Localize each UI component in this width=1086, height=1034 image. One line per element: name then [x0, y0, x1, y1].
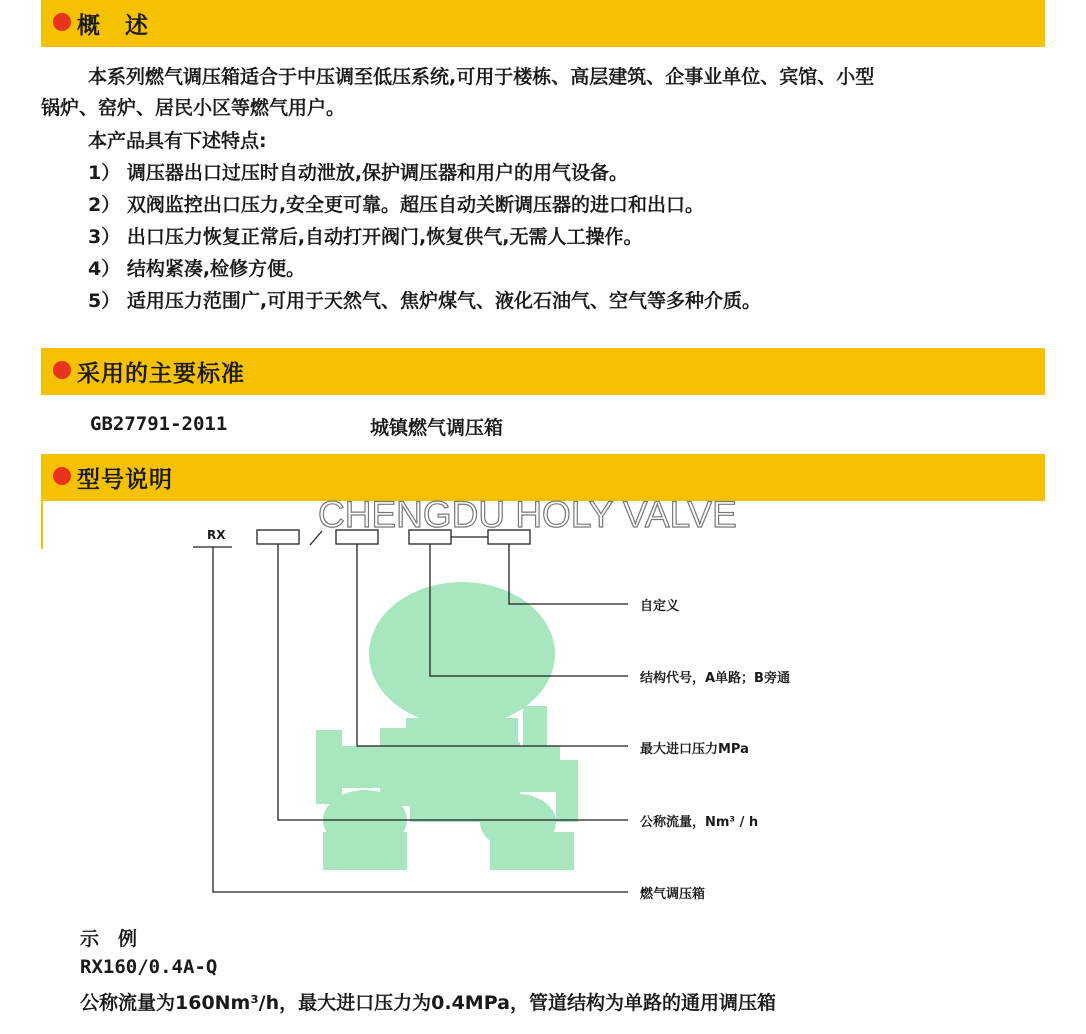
example-code: RX160/0.4A-Q: [80, 956, 218, 978]
standard-name: 城镇燃气调压箱: [370, 417, 504, 439]
code-box-flow: [257, 530, 299, 544]
example-description: 公称流量为160Nm³/h，最大进口压力为0.4MPa，管道结构为单路的通用调压箱: [80, 992, 776, 1014]
section-title: 采用的主要标准: [77, 361, 245, 387]
watermark-text: CHENGDU HOLY VALVE: [318, 494, 737, 535]
standard-code: GB27791-2011: [90, 413, 228, 435]
valve-silhouette-icon: [316, 582, 578, 870]
label-pressure: 最大进口压力MPa: [640, 742, 749, 757]
label-box: 燃气调压箱: [640, 887, 706, 902]
feature-item: 4） 结构紧凑,检修方便。: [88, 258, 306, 280]
label-structure: 结构代号，A单路；B旁通: [640, 671, 790, 686]
example-title: 示 例: [80, 928, 138, 950]
feature-item: 1） 调压器出口过压时自动泄放,保护调压器和用户的用气设备。: [88, 162, 629, 184]
model-prefix: RX: [207, 528, 226, 542]
feature-item: 5） 适用压力范围广,可用于天然气、焦炉煤气、液化石油气、空气等多种介质。: [88, 290, 762, 312]
label-custom: 自定义: [640, 599, 680, 614]
features-intro: 本产品具有下述特点:: [88, 130, 267, 152]
section-title: 概 述: [77, 13, 149, 39]
feature-item: 2） 双阀监控出口压力,安全更可靠。超压自动关断调压器的进口和出口。: [88, 194, 705, 216]
overview-line-2: 锅炉、窑炉、居民小区等燃气用户。: [41, 97, 346, 119]
feature-item: 3） 出口压力恢复正常后,自动打开阀门,恢复供气,无需人工操作。: [88, 226, 643, 248]
leader-line-custom: [509, 544, 628, 604]
yellow-edge-line: [41, 501, 43, 549]
label-flow: 公称流量，Nm³ / h: [640, 815, 759, 830]
overview-line-1: 本系列燃气调压箱适合于中压调至低压系统,可用于楼栋、高层建筑、企事业单位、宾馆、小型: [88, 66, 875, 88]
section-title: 型号说明: [77, 467, 173, 493]
